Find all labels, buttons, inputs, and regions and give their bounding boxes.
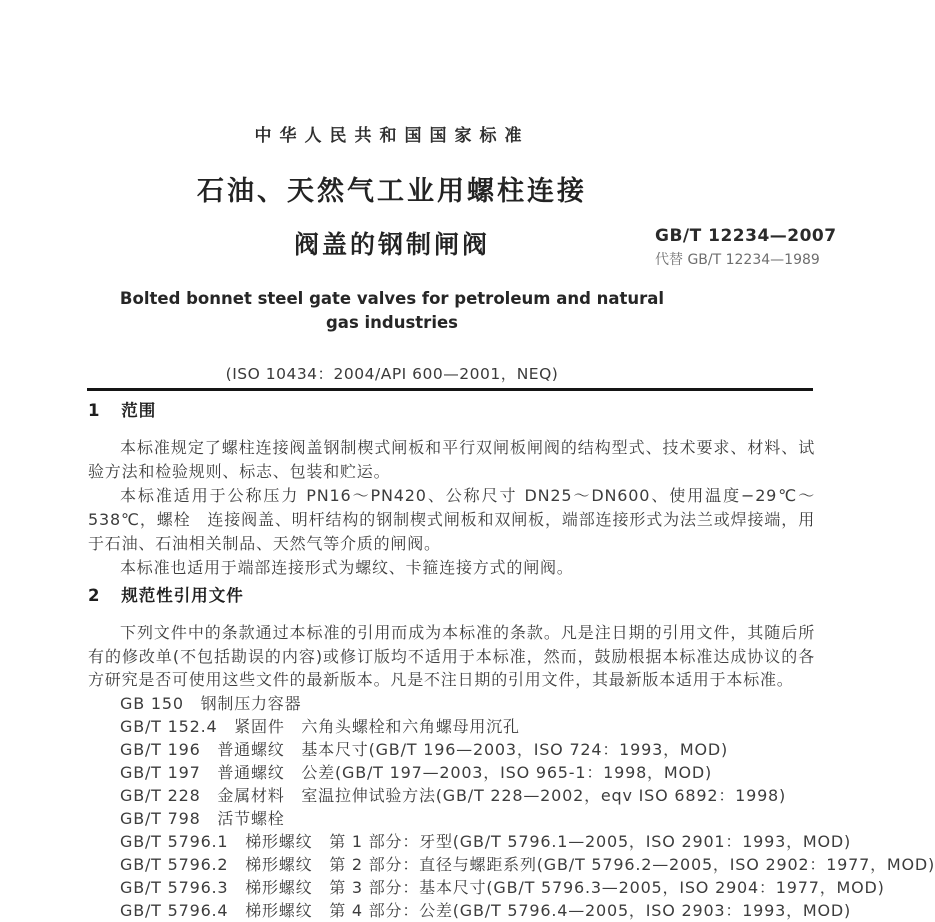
document-title-en-line2: gas industries <box>326 313 458 332</box>
national-standard-label: 中华人民共和国国家标准 <box>254 126 530 146</box>
scope-paragraph-2: 本标准适用于公称压力 PN16～PN420、公称尺寸 DN25～DN600、使用温度−29℃～538℃，螺栓 连接阀盖、明杆结构的钢制楔式闸板和双闸板，端部连接形式为法兰或焊接端，用于石油、石油相关制品、天然气等介质的闸阀。 <box>88 486 815 553</box>
section-2-title: 规范性引用文件 <box>121 586 244 605</box>
standard-number: GB/T 12234—2007 <box>655 226 837 246</box>
reference-item-clipped: GB/T 5796.4 梯形螺纹 第 4 部分：公差(GB/T 5796.4—2005，ISO 2903：1993，MOD) <box>120 900 852 920</box>
reference-item: GB/T 5796.1 梯形螺纹 第 1 部分：牙型(GB/T 5796.1—2005，ISO 2901：1993，MOD) <box>120 831 852 851</box>
replaced-standard-note: 代替 GB/T 12234—1989 <box>655 252 820 268</box>
document-body <box>88 401 935 922</box>
reference-item: GB/T 152.4 紧固件 六角头螺栓和六角螺母用沉孔 <box>120 716 520 736</box>
reference-item: GB/T 5796.2 梯形螺纹 第 2 部分：直径与螺距系列(GB/T 5796.2—2005，ISO 2902：1977，MOD) <box>120 854 935 874</box>
reference-item: GB/T 228 金属材料 室温拉伸试验方法(GB/T 228—2002，eqv ISO 6892：1998) <box>120 785 787 805</box>
reference-item: GB 150 钢制压力容器 <box>120 693 302 713</box>
section-1-title: 范围 <box>121 401 157 420</box>
document-title-zh-line1: 石油、天然气工业用螺柱连接 <box>197 176 587 207</box>
section-1-number: 1 <box>88 401 101 420</box>
normative-references-list <box>88 692 935 922</box>
section-1-heading <box>88 401 815 421</box>
scope-paragraph-1: 本标准规定了螺柱连接阀盖钢制楔式闸板和平行双闸板闸阀的结构型式、技术要求、材料、试验方法和检验规则、标志、包装和贮运。 <box>88 438 815 481</box>
reference-item: GB/T 798 活节螺栓 <box>120 808 285 828</box>
section-2-heading <box>88 586 815 606</box>
scope-paragraph-3: 本标准也适用于端部连接形式为螺纹、卡箍连接方式的闸阀。 <box>120 558 574 577</box>
reference-item: GB/T 5796.3 梯形螺纹 第 3 部分：基本尺寸(GB/T 5796.3—2005，ISO 2904：1977，MOD) <box>120 877 885 897</box>
header-divider <box>87 388 813 391</box>
iso-equivalence-note: (ISO 10434：2004/API 600—2001，NEQ) <box>225 365 559 383</box>
normative-references-intro: 下列文件中的条款通过本标准的引用而成为本标准的条款。凡是注日期的引用文件，其随后所有的修改单(不包括勘误的内容)或修订版均不适用于本标准，然而，鼓励根据本标准达成协议的各方研究是否可使用这些文件的最新版本。凡是不注日期的引用文件，其最新版本适用于本标准。 <box>88 623 815 689</box>
document-title-en-line1: Bolted bonnet steel gate valves for petroleum and natural <box>119 289 665 308</box>
section-2-number: 2 <box>88 586 101 605</box>
reference-item: GB/T 197 普通螺纹 公差(GB/T 197—2003，ISO 965-1：1998，MOD) <box>120 762 713 782</box>
document-title-zh-line2: 阀盖的钢制闸阀 <box>293 230 490 259</box>
reference-item: GB/T 196 普通螺纹 基本尺寸(GB/T 196—2003，ISO 724：1993，MOD) <box>120 739 729 759</box>
